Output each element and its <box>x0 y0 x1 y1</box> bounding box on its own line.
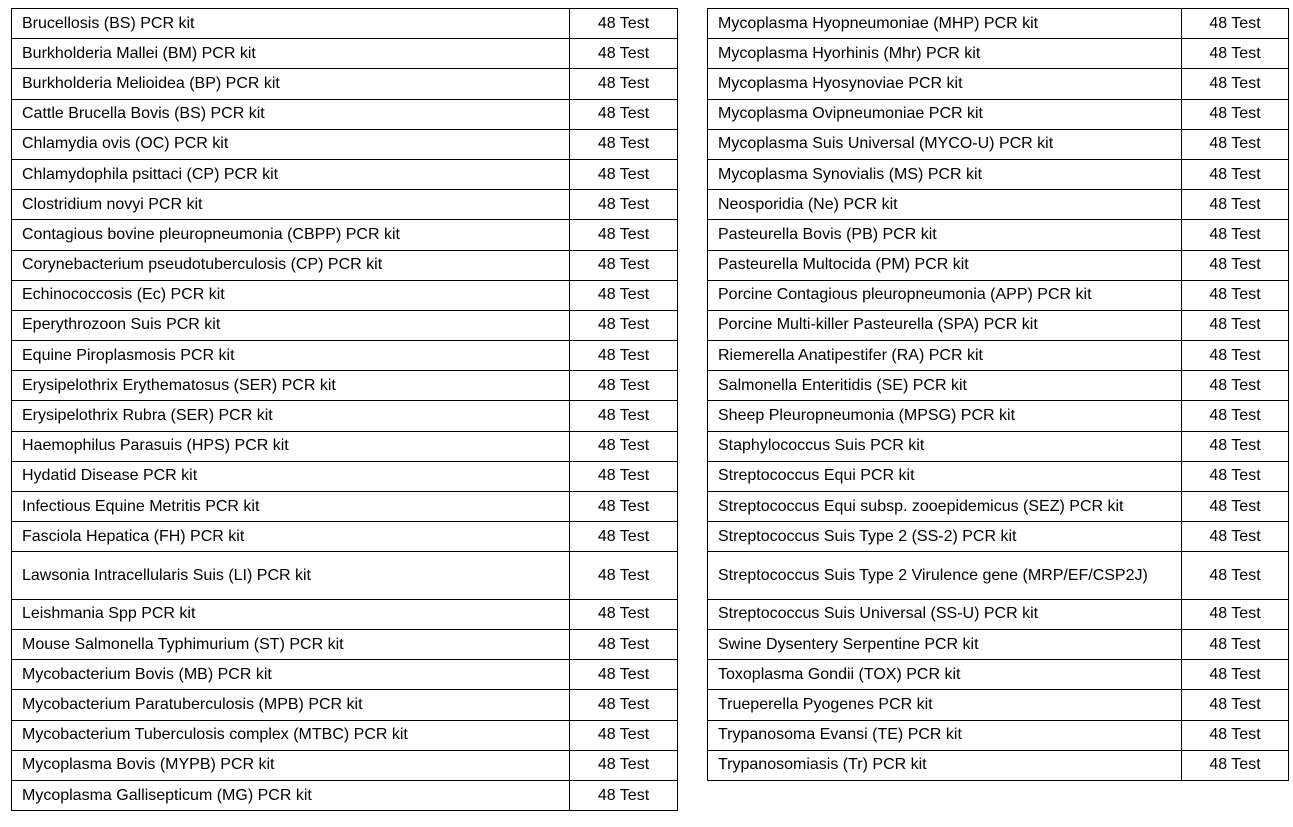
test-quantity: 48 Test <box>1182 720 1289 750</box>
table-row <box>12 461 678 491</box>
table-row <box>12 280 678 310</box>
table-row <box>708 159 1289 189</box>
product-name: Porcine Multi-killer Pasteurella (SPA) PCR kit <box>708 310 1182 340</box>
table-row <box>708 461 1289 491</box>
test-quantity: 48 Test <box>1182 431 1289 461</box>
test-quantity: 48 Test <box>570 522 678 552</box>
product-name: Mycoplasma Gallisepticum (MG) PCR kit <box>12 781 570 811</box>
product-name: Mycoplasma Synovialis (MS) PCR kit <box>708 159 1182 189</box>
product-name: Lawsonia Intracellularis Suis (LI) PCR kit <box>12 552 570 600</box>
product-name: Leishmania Spp PCR kit <box>12 599 570 629</box>
product-name: Erysipelothrix Erythematosus (SER) PCR kit <box>12 371 570 401</box>
product-name: Salmonella Enteritidis (SE) PCR kit <box>708 371 1182 401</box>
table-row <box>12 599 678 629</box>
test-quantity: 48 Test <box>1182 9 1289 39</box>
product-name: Toxoplasma Gondii (TOX) PCR kit <box>708 660 1182 690</box>
table-row <box>12 552 678 600</box>
test-quantity: 48 Test <box>570 371 678 401</box>
product-name: Trypanosoma Evansi (TE) PCR kit <box>708 720 1182 750</box>
table-row <box>708 9 1289 39</box>
left-product-table <box>11 8 678 811</box>
product-name: Chlamydia ovis (OC) PCR kit <box>12 129 570 159</box>
product-name: Mycoplasma Hyopneumoniae (MHP) PCR kit <box>708 9 1182 39</box>
product-name: Sheep Pleuropneumonia (MPSG) PCR kit <box>708 401 1182 431</box>
product-name: Mycobacterium Paratuberculosis (MPB) PCR kit <box>12 690 570 720</box>
table-row <box>12 492 678 522</box>
table-row <box>708 39 1289 69</box>
test-quantity: 48 Test <box>1182 522 1289 552</box>
test-quantity: 48 Test <box>570 720 678 750</box>
test-quantity: 48 Test <box>570 599 678 629</box>
test-quantity: 48 Test <box>1182 39 1289 69</box>
test-quantity: 48 Test <box>570 690 678 720</box>
test-quantity: 48 Test <box>1182 371 1289 401</box>
product-name: Burkholderia Mallei (BM) PCR kit <box>12 39 570 69</box>
table-row <box>708 720 1289 750</box>
table-row <box>708 190 1289 220</box>
test-quantity: 48 Test <box>570 461 678 491</box>
test-quantity: 48 Test <box>570 660 678 690</box>
table-row <box>708 310 1289 340</box>
test-quantity: 48 Test <box>1182 310 1289 340</box>
product-name: Mycoplasma Suis Universal (MYCO-U) PCR kit <box>708 129 1182 159</box>
table-row <box>708 690 1289 720</box>
table-row <box>12 129 678 159</box>
table-row <box>12 69 678 99</box>
test-quantity: 48 Test <box>1182 280 1289 310</box>
product-name: Clostridium novyi PCR kit <box>12 190 570 220</box>
test-quantity: 48 Test <box>570 310 678 340</box>
table-row <box>12 159 678 189</box>
product-name: Swine Dysentery Serpentine PCR kit <box>708 630 1182 660</box>
product-name: Fasciola Hepatica (FH) PCR kit <box>12 522 570 552</box>
table-row <box>12 431 678 461</box>
product-name: Erysipelothrix Rubra (SER) PCR kit <box>12 401 570 431</box>
product-name: Streptococcus Suis Type 2 Virulence gene (MRP/EF/CSP2J) <box>708 552 1182 600</box>
test-quantity: 48 Test <box>570 781 678 811</box>
table-row <box>12 690 678 720</box>
product-name: Mycoplasma Hyosynoviae PCR kit <box>708 69 1182 99</box>
test-quantity: 48 Test <box>1182 660 1289 690</box>
product-name: Porcine Contagious pleuropneumonia (APP) PCR kit <box>708 280 1182 310</box>
table-row <box>12 781 678 811</box>
test-quantity: 48 Test <box>570 401 678 431</box>
table-row <box>708 599 1289 629</box>
test-quantity: 48 Test <box>570 341 678 371</box>
test-quantity: 48 Test <box>570 492 678 522</box>
table-row <box>708 431 1289 461</box>
test-quantity: 48 Test <box>1182 630 1289 660</box>
test-quantity: 48 Test <box>570 159 678 189</box>
product-name: Pasteurella Bovis (PB) PCR kit <box>708 220 1182 250</box>
table-row <box>12 371 678 401</box>
product-name: Infectious Equine Metritis PCR kit <box>12 492 570 522</box>
table-row <box>708 492 1289 522</box>
table-row <box>708 99 1289 129</box>
product-name: Equine Piroplasmosis PCR kit <box>12 341 570 371</box>
product-name: Streptococcus Equi PCR kit <box>708 461 1182 491</box>
table-row <box>12 401 678 431</box>
product-name: Corynebacterium pseudotuberculosis (CP) PCR kit <box>12 250 570 280</box>
test-quantity: 48 Test <box>1182 492 1289 522</box>
table-row <box>12 9 678 39</box>
table-row <box>708 220 1289 250</box>
table-row <box>12 250 678 280</box>
table-row <box>708 129 1289 159</box>
test-quantity: 48 Test <box>1182 461 1289 491</box>
table-row <box>12 99 678 129</box>
table-row <box>12 310 678 340</box>
table-row <box>708 522 1289 552</box>
product-name: Mycoplasma Bovis (MYPB) PCR kit <box>12 750 570 780</box>
test-quantity: 48 Test <box>570 431 678 461</box>
test-quantity: 48 Test <box>1182 99 1289 129</box>
product-name: Haemophilus Parasuis (HPS) PCR kit <box>12 431 570 461</box>
table-row <box>708 552 1289 600</box>
test-quantity: 48 Test <box>570 220 678 250</box>
right-product-table <box>707 8 1289 781</box>
product-name: Eperythrozoon Suis PCR kit <box>12 310 570 340</box>
product-name: Mycoplasma Ovipneumoniae PCR kit <box>708 99 1182 129</box>
test-quantity: 48 Test <box>570 630 678 660</box>
test-quantity: 48 Test <box>1182 250 1289 280</box>
test-quantity: 48 Test <box>570 69 678 99</box>
product-name: Mycobacterium Tuberculosis complex (MTBC) PCR kit <box>12 720 570 750</box>
test-quantity: 48 Test <box>570 9 678 39</box>
product-name: Burkholderia Melioidea (BP) PCR kit <box>12 69 570 99</box>
test-quantity: 48 Test <box>1182 159 1289 189</box>
table-row <box>708 341 1289 371</box>
product-name: Riemerella Anatipestifer (RA) PCR kit <box>708 341 1182 371</box>
test-quantity: 48 Test <box>1182 750 1289 780</box>
product-name: Streptococcus Suis Type 2 (SS-2) PCR kit <box>708 522 1182 552</box>
test-quantity: 48 Test <box>570 280 678 310</box>
table-row <box>708 371 1289 401</box>
table-row <box>12 720 678 750</box>
product-name: Trypanosomiasis (Tr) PCR kit <box>708 750 1182 780</box>
table-row <box>12 660 678 690</box>
test-quantity: 48 Test <box>1182 599 1289 629</box>
table-row <box>708 250 1289 280</box>
product-name: Neosporidia (Ne) PCR kit <box>708 190 1182 220</box>
test-quantity: 48 Test <box>1182 552 1289 600</box>
product-name: Streptococcus Equi subsp. zooepidemicus (SEZ) PCR kit <box>708 492 1182 522</box>
test-quantity: 48 Test <box>570 129 678 159</box>
product-name: Mouse Salmonella Typhimurium (ST) PCR kit <box>12 630 570 660</box>
product-name: Echinococcosis (Ec) PCR kit <box>12 280 570 310</box>
table-row <box>708 660 1289 690</box>
table-row <box>708 630 1289 660</box>
table-row <box>708 69 1289 99</box>
product-name: Mycoplasma Hyorhinis (Mhr) PCR kit <box>708 39 1182 69</box>
test-quantity: 48 Test <box>1182 69 1289 99</box>
test-quantity: 48 Test <box>1182 690 1289 720</box>
test-quantity: 48 Test <box>1182 190 1289 220</box>
product-name: Chlamydophila psittaci (CP) PCR kit <box>12 159 570 189</box>
table-row <box>708 401 1289 431</box>
product-name: Cattle Brucella Bovis (BS) PCR kit <box>12 99 570 129</box>
test-quantity: 48 Test <box>1182 129 1289 159</box>
table-row <box>12 341 678 371</box>
product-name: Trueperella Pyogenes PCR kit <box>708 690 1182 720</box>
product-name: Mycobacterium Bovis (MB) PCR kit <box>12 660 570 690</box>
table-row <box>12 522 678 552</box>
product-name: Streptococcus Suis Universal (SS-U) PCR kit <box>708 599 1182 629</box>
test-quantity: 48 Test <box>1182 220 1289 250</box>
table-row <box>708 750 1289 780</box>
table-row <box>12 750 678 780</box>
table-row <box>12 220 678 250</box>
test-quantity: 48 Test <box>1182 341 1289 371</box>
test-quantity: 48 Test <box>570 190 678 220</box>
test-quantity: 48 Test <box>570 39 678 69</box>
test-quantity: 48 Test <box>570 99 678 129</box>
product-name: Hydatid Disease PCR kit <box>12 461 570 491</box>
table-row <box>12 630 678 660</box>
product-name: Pasteurella Multocida (PM) PCR kit <box>708 250 1182 280</box>
test-quantity: 48 Test <box>570 250 678 280</box>
product-name: Contagious bovine pleuropneumonia (CBPP) PCR kit <box>12 220 570 250</box>
test-quantity: 48 Test <box>1182 401 1289 431</box>
table-row <box>12 39 678 69</box>
test-quantity: 48 Test <box>570 552 678 600</box>
table-row <box>708 280 1289 310</box>
table-row <box>12 190 678 220</box>
product-name: Staphylococcus Suis PCR kit <box>708 431 1182 461</box>
product-name: Brucellosis (BS) PCR kit <box>12 9 570 39</box>
test-quantity: 48 Test <box>570 750 678 780</box>
